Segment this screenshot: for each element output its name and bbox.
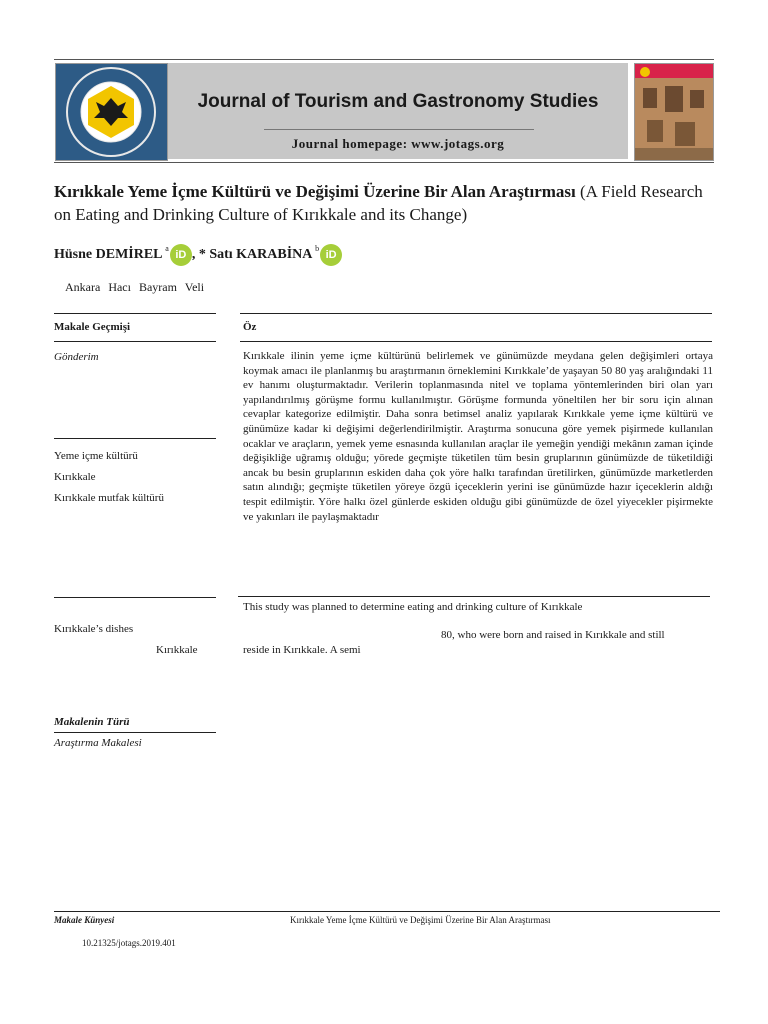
author-name: Hüsne DEMİREL — [54, 247, 162, 263]
affiliation-marker: a — [165, 244, 169, 253]
article-title — [54, 180, 716, 226]
header-top-rule — [54, 59, 714, 60]
abstract-heading: Öz — [243, 321, 257, 333]
keyword: Kırıkkale — [54, 471, 96, 483]
abstract-heading-rule — [240, 341, 712, 342]
keywords-en-top-rule — [54, 597, 216, 598]
article-history-heading: Makale Geçmişi — [54, 321, 131, 333]
abstract-english-line: 80, who were born and raised in Kırıkkale and still — [441, 629, 665, 641]
history-heading-rule — [54, 341, 216, 342]
abstract-english-line: This study was planned to determine eating and drinking culture of Kırıkkale — [243, 601, 583, 613]
header-bottom-rule — [54, 162, 714, 163]
article-type-value: Araştırma Makalesi — [54, 737, 142, 749]
cover-image-icon — [635, 64, 713, 160]
received-label: Gönderim — [54, 351, 99, 363]
orcid-icon[interactable]: iD — [170, 244, 192, 266]
abstract-english-line: reside in Kırıkkale. A semi — [243, 644, 361, 656]
journal-homepage[interactable]: Journal homepage: www.jotags.org — [291, 136, 505, 151]
article-type-rule — [54, 732, 216, 733]
journal-cover-thumbnail — [634, 63, 714, 161]
doi-link[interactable]: 10.21325/jotags.2019.401 — [82, 938, 176, 948]
journal-logo — [55, 63, 168, 161]
seal-icon — [56, 64, 167, 160]
abstract-en-top-rule — [238, 596, 710, 597]
footer-rule — [54, 911, 720, 912]
affiliation: Ankara Hacı Bayram Veli — [65, 280, 205, 294]
homepage-divider — [264, 129, 534, 130]
author-list — [54, 244, 342, 266]
abstract-turkish: Kırıkkale ilinin yeme içme kültürünü belirlemek ve günümüzde meydana gelen değişimleri ortaya koymak amacı ile planlanmış bu araştırmanın örneklemini Kırıkkale’de yaşayan 50 80 yaş aralığındaki 11 ev hanımı oluşturmaktadır. Verilerin toplanmasında nitel ve toplama yöntemlerinden biri olan yarı yapılandırılmış görüşme formu kullanılmıştır. Görüşme formunda yöneltilen her bir soru için alınan cevaplar kategorize edilmiştir. Daha sonra betimsel analiz yapılarak Kırıkkale yeme içme kültürü ve günümüze kadar ki değişimi değerlendirilmiştir. Araştırma sonucuna göre yemek pişirmede kullanılan ocaklar ve araçların, yemek yeme esnasında kullanılan araçlar ile yemeğin yendiği mekânın zaman içinde değişikliğe uğramış olduğu; yörede geçmişte tüketilen tüm besin gruplarının günümüzde de tüketildiği ancak bu besin gruplarının eskiden daha çok yöre halkı tarafından üretilirken, günümüzde marketlerden satın alındığı; geçmişte tüketilen yöreye özgü içeceklerin yerini ise günümüzde hazır içeceklerin aldığı tespit edilmiştir. Yöre halkı özel günlerde eskiden olduğu gibi günümüzde de özel yiyecekler pişirmekte ve yakınları ile paylaşmaktadır — [243, 350, 713, 523]
abstract-top-rule — [240, 313, 712, 314]
keyword-en: Kırıkkale’s dishes — [54, 623, 134, 635]
journal-title: Journal of Tourism and Gastronomy Studies — [197, 91, 599, 112]
history-top-rule — [54, 313, 216, 314]
author-name: Satı KARABİNA — [209, 247, 312, 263]
keyword: Kırıkkale mutfak kültürü — [54, 492, 164, 504]
citation-label: Makale Künyesi — [54, 915, 115, 925]
journal-title-band — [168, 63, 628, 159]
affiliation-marker: b — [315, 244, 320, 253]
keyword: Yeme içme kültürü — [54, 450, 138, 462]
article-title-english: (A Field Research on Eating and Drinking Culture of Kırıkkale and its Change) — [54, 182, 703, 224]
author-separator: , * — [191, 247, 210, 263]
keyword-en: Kırıkkale — [156, 644, 198, 656]
citation-title: Kırıkkale Yeme İçme Kültürü ve Değişimi Üzerine Bir Alan Araştırması — [290, 915, 551, 925]
article-title-turkish: Kırıkkale Yeme İçme Kültürü ve Değişimi Üzerine Bir Alan Araştırması — [54, 182, 576, 201]
article-type-heading: Makalenin Türü — [54, 716, 130, 728]
orcid-icon[interactable]: iD — [320, 244, 342, 266]
keywords-top-rule — [54, 438, 216, 439]
